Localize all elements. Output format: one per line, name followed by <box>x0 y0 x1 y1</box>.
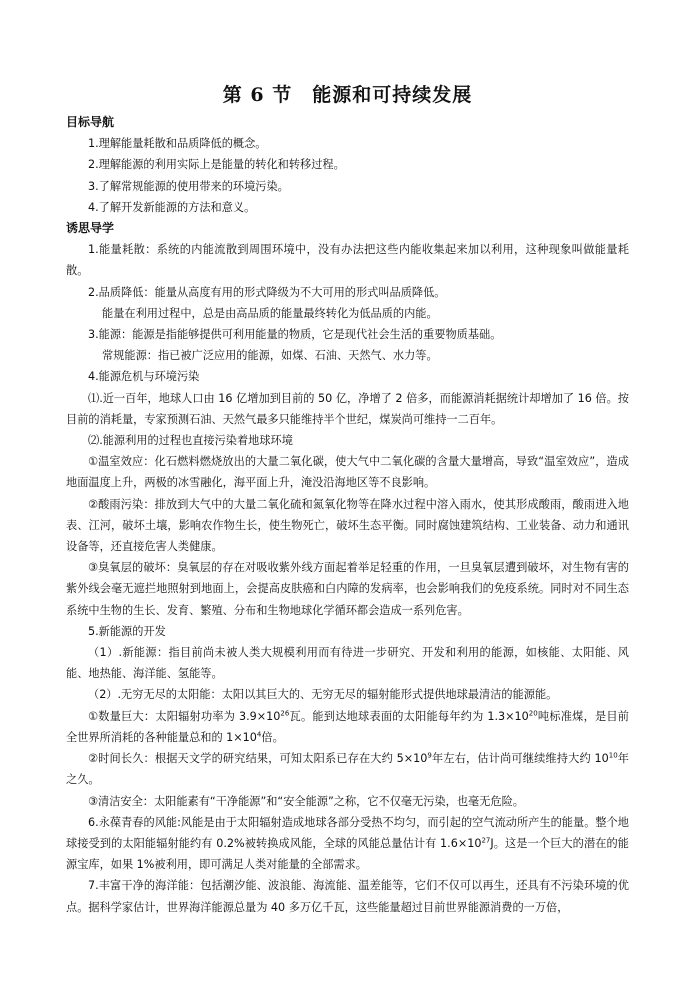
paragraph-solar-clean: ③清洁安全：太阳能素有“干净能源”和“安全能源”之称，它不仅毫无污染，也毫无危险。 <box>88 794 524 808</box>
paragraph-new-energy-heading: 5.新能源的开发 <box>88 624 166 638</box>
goal-item: 3.了解常规能源的使用带来的环境污染。 <box>88 179 289 193</box>
paragraph-solar-duration: ②时间长久：根据天文学的研究结果，可知太阳系已存在大约 $5\times 10^9$年左右，估计尚可继续维持大约 $10^{10}$年之久。 <box>66 751 629 787</box>
paragraph-new-energy: （1）.新能源：指目前尚未被人类大规模利用而有待进一步研究、开发和利用的能源，如核能、太阳能、风能、地热能、海洋能、氢能等。 <box>66 646 629 681</box>
paragraph-crisis-pollution: ⑵.能源利用的过程也直接污染着地球环境 <box>88 434 293 448</box>
paragraph-crisis-population: ⑴.近一百年，地球人口由 16 亿增加到目前的 50 亿，净增了 2 倍多，而能源消耗据统计却增加了 16 倍。按目前的消耗量，专家预测石油、天然气最多只能维持半个世纪，煤炭尚可维持一二百年。 <box>66 391 629 426</box>
paragraph-crisis-heading: 4.能源危机与环境污染 <box>88 370 200 384</box>
paragraph-wind: 6.永葆青春的风能:风能是由于太阳辐射造成地球各部分受热不均匀，而引起的空气流动所产生的能量。整个地球接受到的太阳能辐射能约有 0.2%被转换成风能，全球的风能总量估计有 $1.6\times 10^{27}J$。这是一个巨大的潜在的能源宝库，如果 1%被利用，即可满足人类对能量的全部需求。 <box>66 815 629 872</box>
page-title: 第 6 节 能源和可持续发展 <box>222 84 473 106</box>
paragraph-ozone: ③臭氧层的破坏：臭氧层的存在对吸收紫外线方面起着举足轻重的作用，一旦臭氧层遭到破坏，对生物有害的紫外线会毫无遮拦地照射到地面上，会提高皮肤癌和白内障的发病率，也会影响我们的免疫系统。同时对不同生态系统中生物的生长、发育、繁殖、分布和生物地球化学循环都会造成一系列危害。 <box>66 561 629 617</box>
goal-item: 1.理解能量耗散和品质降低的概念。 <box>88 137 267 151</box>
goal-item: 4.了解开发新能源的方法和意义。 <box>88 200 256 214</box>
paragraph-solar-quantity: ①数量巨大：太阳辐射功率为 $3.9\times 10^{26}$瓦。能到达地球表面的太阳能每年约为 $1.3\times 10^{20}$吨标准煤，是目前全世界所消耗的各种能量总和的 $1\times 10^4$倍。 <box>66 708 629 744</box>
paragraph-energy-source: 3.能源：能源是指能够提供可利用能量的物质，它是现代社会生活的重要物质基础。 <box>88 328 502 342</box>
paragraph-conventional-source: 常规能源：指已被广泛应用的能源，如煤、石油、天然气、水力等。 <box>102 349 438 363</box>
paragraph-energy-dissipation: 1.能量耗散：系统的内能流散到周围环境中，没有办法把这些内能收集起来加以利用，这种现象叫做能量耗散。 <box>66 243 629 278</box>
goal-item: 2.理解能源的利用实际上是能量的转化和转移过程。 <box>88 158 345 172</box>
paragraph-greenhouse: ①温室效应：化石燃料燃烧放出的大量二氧化碳，使大气中二氧化碳的含量大量增高，导致“温室效应”，造成地面温度上升，两极的冰雪融化，海平面上升，淹没沿海地区等不良影响。 <box>66 455 629 490</box>
document-body <box>66 112 629 918</box>
section-heading-guide: 诱思导学 <box>66 221 115 236</box>
paragraph-quality-note: 能量在利用过程中，总是由高品质的能量最终转化为低品质的内能。 <box>102 306 438 320</box>
section-heading-goals: 目标导航 <box>66 115 115 129</box>
paragraph-solar: （2）.无穷无尽的太阳能：太阳以其巨大的、无穷无尽的辐射能形式提供地球最清洁的能源能。 <box>88 688 558 702</box>
paragraph-ocean: 7.丰富干净的海洋能：包括潮汐能、波浪能、海流能、温差能等，它们不仅可以再生，还具有不污染环境的优点。据科学家估计，世界海洋能源总量为 40 多万亿千瓦，这些能量超过目前世界能源消费的一万倍， <box>66 879 629 914</box>
paragraph-quality-reduction: 2.品质降低：能量从高度有用的形式降级为不大可用的形式叫品质降低。 <box>88 285 446 299</box>
paragraph-acid-rain: ②酸雨污染：排放到大气中的大量二氧化硫和氮氧化物等在降水过程中溶入雨水，使其形成酸雨，酸雨进入地表、江河，破坏土壤，影响农作物生长，使生物死亡，破坏生态平衡。同时腐蚀建筑结构、工业装备、动力和通讯设备等，还直接危害人类健康。 <box>66 497 629 554</box>
